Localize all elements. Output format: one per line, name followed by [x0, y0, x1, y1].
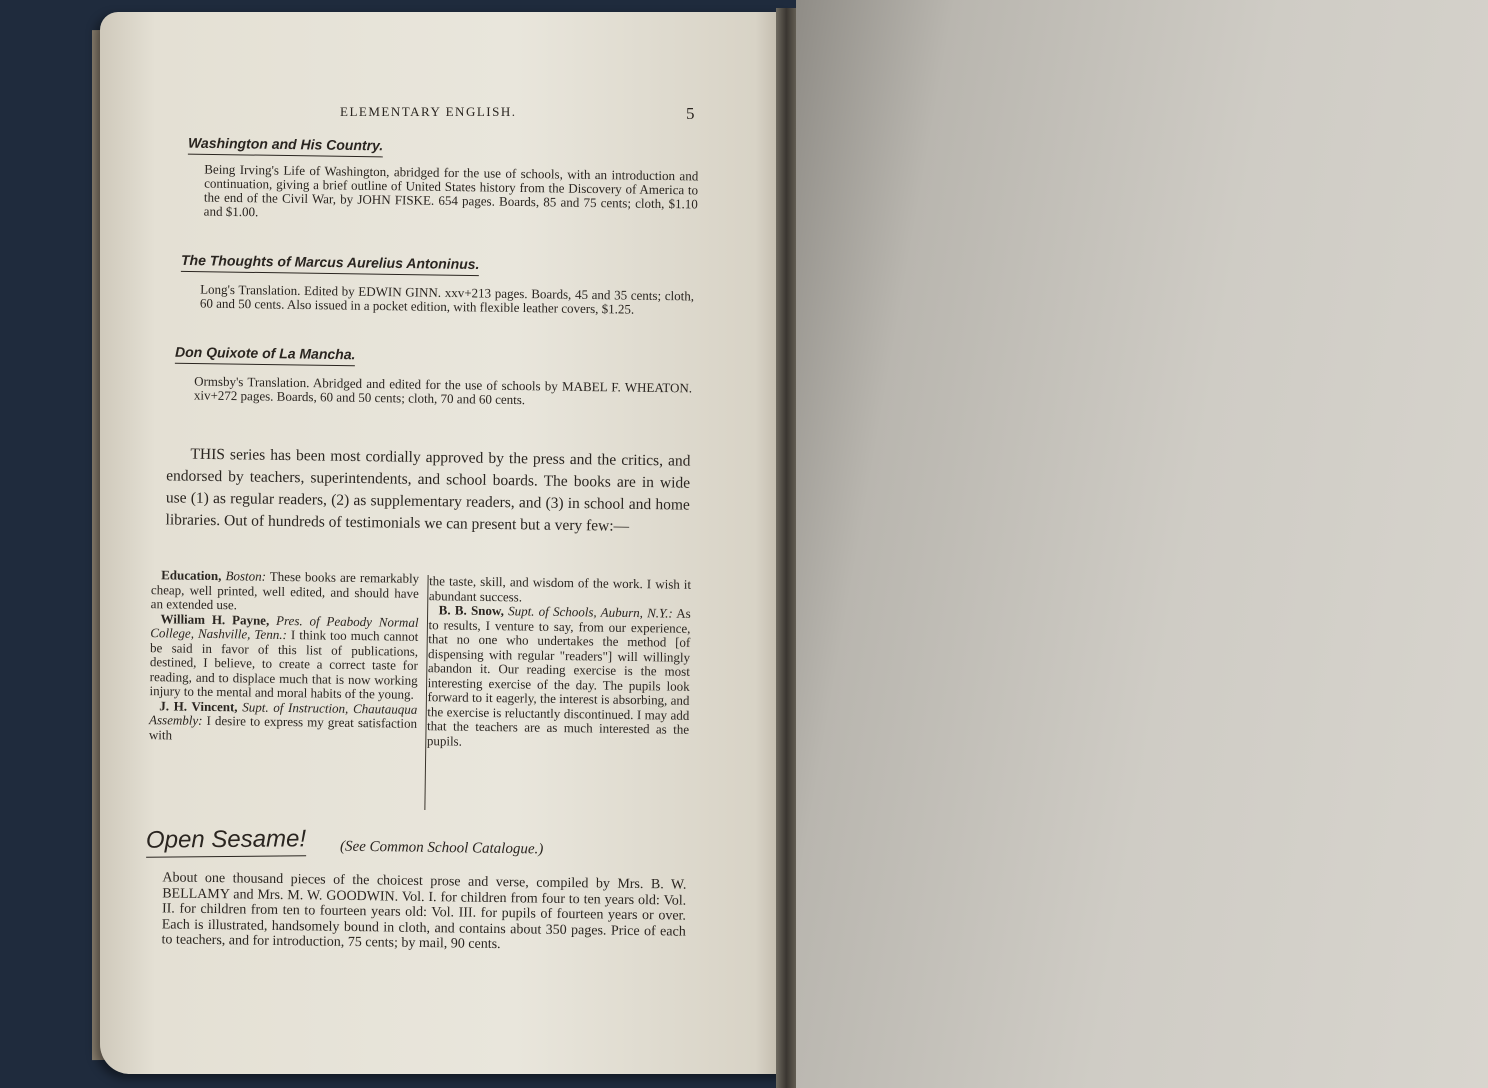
testimonial-vincent-cont: the taste, skill, and wisdom of the work. I wish it abundant success.: [428, 573, 692, 604]
entry-title-marcus: The Thoughts of Marcus Aurelius Antoninus.: [181, 252, 480, 276]
right-page-blank: [796, 0, 1488, 1088]
entry-title-washington: Washington and His Country.: [188, 135, 383, 158]
running-title: ELEMENTARY ENGLISH.: [340, 104, 517, 119]
testimonials-left-column: [149, 568, 419, 746]
testimonial-education: Education, Boston: These books are remarkably cheap, well printed, well edited, and should have an extended use.: [150, 567, 420, 613]
testimonial-payne: William H. Payne, Pres. of Peabody Normal College, Nashville, Tenn.: I think too much cannot be said in favor of this list of publications, destined, I believe, to create a correct taste for reading, and to displace much that is now working injury to the mental and moral habits of the young.: [149, 610, 419, 702]
intro-paragraph: THIS series has been most cordially approved by the press and the critics, and endorsed by teachers, superintendents, and school boards. The books are in wide use (1) as regular readers, (2) as supplementary readers, and (3) in school and home libraries. Out of hundreds of testimonials we can present but a very few:—: [165, 445, 691, 535]
page-number: 5: [686, 104, 695, 123]
entry-body-washington: Being Irving's Life of Washington, abridged for the use of schools, with an introduction and continuation, giving a brief outline of United States history from the Discovery of America to the end of the Civil War, by JOHN FISKE. 654 pages. Boards, 85 and 75 cents; cloth, $1.10 and $1.00.: [203, 161, 699, 220]
entry-body-quixote: Ormsby's Translation. Abridged and edited for the use of schools by MABEL F. WHEATON. xiv+272 pages. Boards, 60 and 50 cents; cloth, 70 and 60 cents.: [193, 373, 693, 408]
open-sesame-title: Open Sesame!: [146, 825, 306, 857]
testimonial-vincent: J. H. Vincent, Supt. of Instruction, Chautauqua Assembly: I desire to express my great satisfaction with: [148, 697, 418, 742]
entry-body-marcus: Long's Translation. Edited by EDWIN GINN. xxv+213 pages. Boards, 45 and 35 cents; cloth, 60 and 50 cents. Also issued in a pocket edition, with flexible leather covers, $1.25.: [199, 281, 695, 317]
testimonial-snow: B. B. Snow, Supt. of Schools, Auburn, N.Y.: As to results, I venture to say, from our experience, that no one who undertakes the method [of dispensing with regular "readers"] will willingly abandon it. Our reading exercise is the most interesting exercise of the day. The pupils look forward to it eagerly, the interest is absorbing, and the exercise is reluctantly discontinued. I may add that the teachers are as much interested as the pupils.: [426, 602, 691, 749]
testimonials-right-column: [427, 574, 691, 752]
entry-title-quixote: Don Quixote of La Mancha.: [175, 344, 356, 367]
open-sesame-note: (See Common School Catalogue.): [339, 838, 544, 858]
open-sesame-body: About one thousand pieces of the choicest prose and verse, compiled by Mrs. B. W. BELLAMY and Mrs. M. W. GOODWIN. Vol. I. for children from four to ten years old: Vol. II. for children from ten to fourteen years old: Vol. III. for pupils of fourteen years or over. Each is illustrated, handsomely bound in cloth, and contains about 350 pages. Price of each to teachers, and for introduction, 75 cents; by mail, 90 cents.: [161, 870, 687, 953]
